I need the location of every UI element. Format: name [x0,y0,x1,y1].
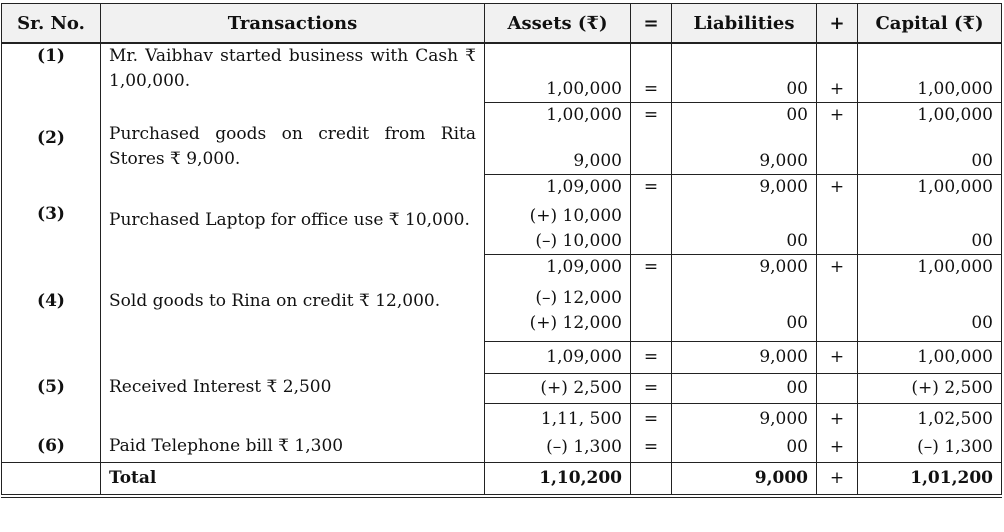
liabilities-value: 9,000 [672,341,817,373]
assets-value: (+) 2,500 [485,373,631,403]
sr-no-3: (3) [2,174,101,254]
sr-no-4: (4) [2,254,101,341]
capital-value: 1,00,000 [858,174,1002,200]
table-row [2,102,1002,128]
sr-no-6: (6) [2,403,101,462]
table-row [2,403,1002,432]
equals-sign: = [631,403,672,432]
capital-value: 00 [858,229,1002,255]
equals-sign [631,128,672,175]
liabilities-value: 9,000 [672,128,817,175]
assets-value: 1,00,000 [485,102,631,128]
total-liabilities: 9,000 [672,462,817,496]
header-sr-no: Sr. No. [2,4,101,44]
capital-value [858,200,1002,229]
plus-sign [817,280,858,311]
table-row [2,174,1002,200]
equals-sign: = [631,254,672,280]
liabilities-value: 9,000 [672,254,817,280]
assets-value: 1,00,000 [485,43,631,102]
liabilities-value: 00 [672,102,817,128]
capital-value: 1,00,000 [858,341,1002,373]
total-equals [631,462,672,496]
header-liabilities: Liabilities [672,4,817,44]
liabilities-value [672,200,817,229]
equals-sign: = [631,43,672,102]
header-equals: = [631,4,672,44]
capital-value: 1,00,000 [858,43,1002,102]
equals-sign [631,311,672,342]
transaction-6-desc: Paid Telephone bill ₹ 1,300 [101,403,485,462]
assets-value: (–) 10,000 [485,229,631,255]
capital-value [858,280,1002,311]
equals-sign: = [631,432,672,463]
total-row [2,462,1002,496]
equals-sign: = [631,174,672,200]
capital-value: 00 [858,128,1002,175]
plus-sign [817,128,858,175]
capital-value: (+) 2,500 [858,373,1002,403]
plus-sign [817,200,858,229]
equals-sign [631,280,672,311]
plus-sign: + [817,102,858,128]
assets-value: (–) 1,300 [485,432,631,463]
total-assets: 1,10,200 [485,462,631,496]
capital-value: 1,02,500 [858,403,1002,432]
plus-sign: + [817,432,858,463]
equals-sign: = [631,341,672,373]
accounting-equation-table [1,3,1002,498]
equals-sign [631,229,672,255]
sr-no-5: (5) [2,341,101,403]
sr-no-2: (2) [2,102,101,174]
assets-value: (+) 12,000 [485,311,631,342]
header-transactions: Transactions [101,4,485,44]
total-plus: + [817,462,858,496]
total-label: Total [101,462,485,496]
header-assets: Assets (₹) [485,4,631,44]
transaction-5-desc: Received Interest ₹ 2,500 [101,341,485,403]
assets-value: 1,09,000 [485,254,631,280]
equals-sign: = [631,373,672,403]
table-row [2,43,1002,102]
plus-sign: + [817,43,858,102]
liabilities-value [672,280,817,311]
assets-value: 1,09,000 [485,341,631,373]
transaction-2-desc: Purchased goods on credit from Rita Stores ₹ 9,000. [101,102,485,174]
plus-sign: + [817,174,858,200]
liabilities-value: 00 [672,373,817,403]
liabilities-value: 9,000 [672,403,817,432]
capital-value: 1,00,000 [858,254,1002,280]
transaction-1-desc: Mr. Vaibhav started business with Cash ₹ 1,00,000. [101,43,485,102]
capital-value: 00 [858,311,1002,342]
header-plus: + [817,4,858,44]
transaction-3-desc: Purchased Laptop for office use ₹ 10,000. [101,174,485,254]
table-row [2,254,1002,280]
assets-value: (–) 12,000 [485,280,631,311]
capital-value: (–) 1,300 [858,432,1002,463]
transaction-4-desc: Sold goods to Rina on credit ₹ 12,000. [101,254,485,341]
total-sr-blank [2,462,101,496]
sr-no-1: (1) [2,43,101,102]
plus-sign [817,373,858,403]
equals-sign [631,200,672,229]
header-capital: Capital (₹) [858,4,1002,44]
liabilities-value: 00 [672,43,817,102]
plus-sign [817,311,858,342]
assets-value: (+) 10,000 [485,200,631,229]
total-capital: 1,01,200 [858,462,1002,496]
plus-sign: + [817,341,858,373]
capital-value: 1,00,000 [858,102,1002,128]
plus-sign: + [817,403,858,432]
liabilities-value: 00 [672,229,817,255]
assets-value: 9,000 [485,128,631,175]
liabilities-value: 9,000 [672,174,817,200]
plus-sign [817,229,858,255]
assets-value: 1,09,000 [485,174,631,200]
equals-sign: = [631,102,672,128]
table-row [2,341,1002,373]
header-row [2,4,1002,44]
assets-value: 1,11, 500 [485,403,631,432]
liabilities-value: 00 [672,432,817,463]
plus-sign: + [817,254,858,280]
liabilities-value: 00 [672,311,817,342]
